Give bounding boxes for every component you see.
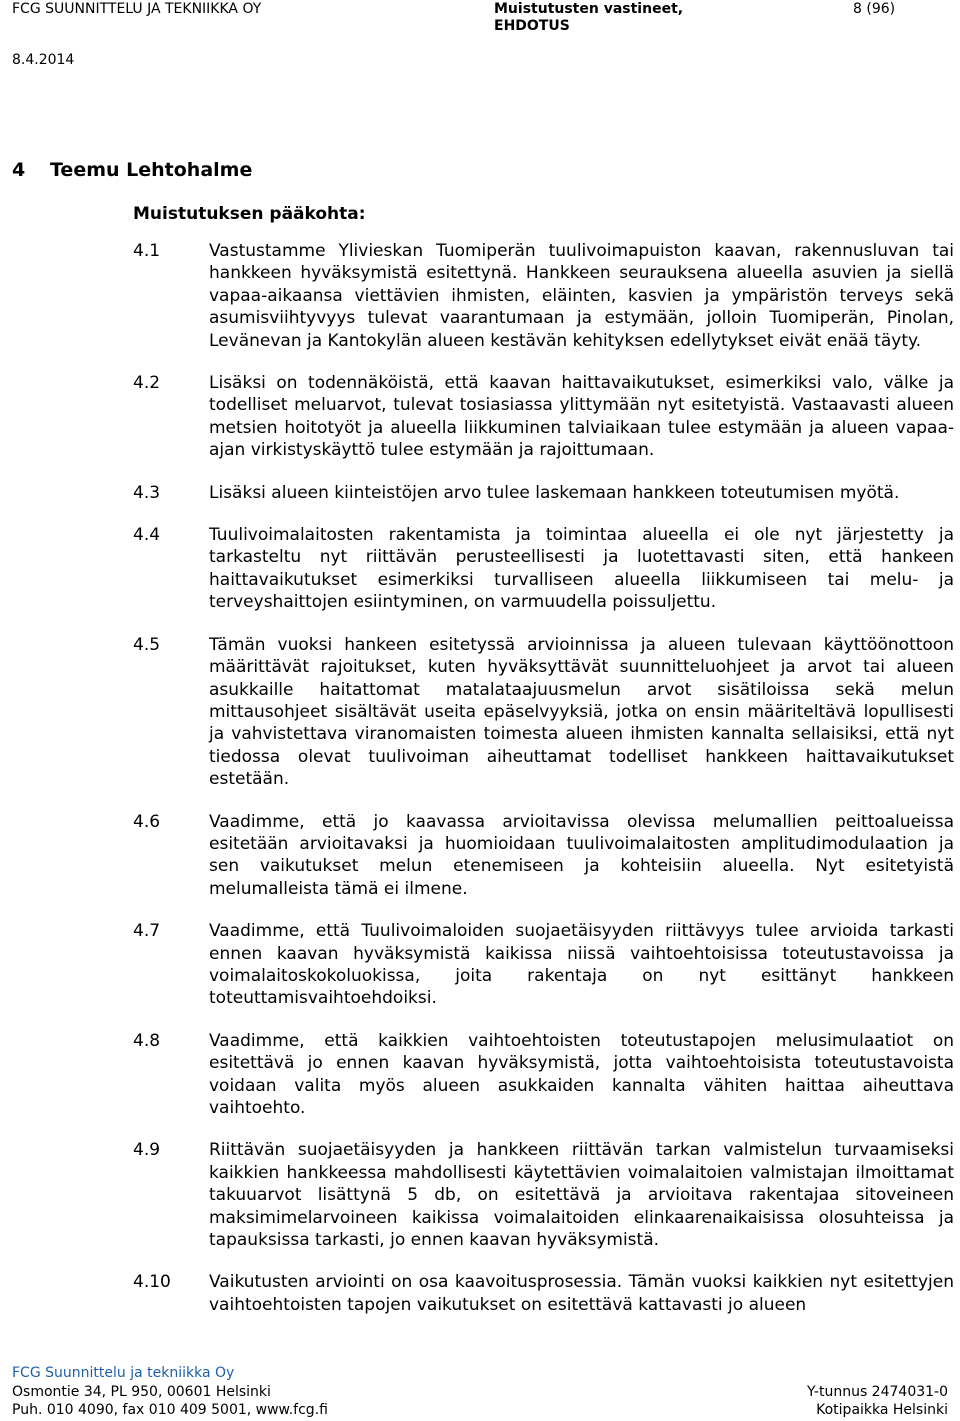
section-subtitle: Muistutuksen pääkohta: [133,204,366,224]
item-number: 4.9 [133,1140,161,1161]
footer-company: FCG Suunnittelu ja tekniikka Oy [12,1365,235,1381]
list-item [0,920,960,1010]
item-number: 4.5 [133,634,161,655]
item-text: Lisäksi on todennäköistä, että kaavan haittavaikutukset, esimerkiksi valo, välke ja todelliset meluarvot, tulevat tosiasiassa ylittymään nyt esitetyistä. Vastaavasti alueen metsien hoitotyöt ja alueella liikkuminen talviaikaan tulee estymään ja alueen vapaa-ajan virkistyskäyttö tulee estymään ja rajoittumaan. [209,373,954,461]
list-item [0,1271,960,1316]
list-item [0,1030,960,1120]
header-title [494,1,683,35]
footer-business-id: Y-tunnus 2474031-0 [807,1384,948,1400]
item-text: Vaikutusten arviointi on osa kaavoitusprosessia. Tämän vuoksi kaikkien nyt esitettyjen vaihtoehtoisten tapojen vaikutukset on esitettävä kattavasti jo alueen [209,1272,954,1315]
item-number: 4.1 [133,241,161,261]
footer-contact: Puh. 010 4090, fax 010 409 5001, www.fcg.fi [12,1402,328,1418]
section-title [12,159,252,181]
item-number: 4.3 [133,482,161,503]
list-item [0,634,960,791]
item-text: Tuulivoimalaitosten rakentamista ja toimintaa alueella ei ole nyt järjestetty ja tarkasteltu nyt riittävän perusteellisesti ja luotettavasti siten, että hankeen haittavaikutukset esimerkiksi turvalliseen alueella liikkumiseen tai melu- ja terveyshaittojen esiintyminen, on varmuudella poissuljettu. [209,525,954,613]
list-item [0,1139,960,1251]
section-number: 4 [12,159,26,181]
item-number: 4.4 [133,525,161,546]
list-item [0,811,960,901]
list-item [0,240,960,352]
footer-domicile: Kotipaikka Helsinki [816,1402,948,1418]
footer-address: Osmontie 34, PL 950, 00601 Helsinki [12,1384,271,1400]
item-text: Riittävän suojaetäisyyden ja hankkeen riittävän tarkan valmistelun turvaamiseksi kaikkien hankkeessa mahdollisesti käytettävien voimalaitoien valmistajan ilmoittamat takuuarvot lisättynä 5 db, on esitettävä ja arvioitava rakentajaa sitoveineen maksimimelarvoineen kaikissa voimalaitoiden elinkaarenaikaisissa olosuhteissa ja tapauksissa tarkasti, jo ennen kaavan hyväksymistä. [209,1140,954,1251]
item-number: 4.2 [133,373,161,394]
item-text: Tämän vuoksi hankeen esitetyssä arvioinnissa ja alueen tulevaan käyttöönottoon määrittävät rajoitukset, kuten hyväksyttävät suunnitteluohjeet ja arvot tai alueen asukkaille haitattomat matalataajuusmelun arvot sisätiloissa sekä melun mittausohjeet sisältävät useita epäselvyyksiä, jotka on ensin määriteltävä lopullisesti ja vahvistettava viranomaisten toimesta alueen ihmisten kannalta sellaisiksi, että nyt tiedossa olevat tuulivoiman aiheuttamat todelliset hankkeen haittavaikutukset estetään. [209,634,954,790]
list-item [0,524,960,614]
item-text: Vaadimme, että Tuulivoimaloiden suojaetäisyyden riittävyys tulee arvioida tarkasti ennen kaavan hyväksymistä kaikissa niissä vaihtoehtoisissa toteutustavoissa ja voimalaitoskokoluokissa, joita rakentaja on nyt esittänyt hankkeen toteuttamisvaihtoehdoiksi. [209,921,954,1009]
list-item [0,482,960,504]
item-number: 4.6 [133,811,161,832]
header-page-number: 8 (96) [853,1,896,17]
item-number: 4.8 [133,1030,161,1051]
item-text: Vaadimme, että jo kaavassa arvioitavissa olevissa melumallien peittoalueissa esitetään arvioitavaksi ja huomioidaan tuulivoimalaitosten amplitudimodulaation ja sen vaikutukset melun etenemiseen ja kohteisiin alueella. Nyt esitetyistä melumalleista tämä ei ilmene. [209,811,954,899]
list-item [0,372,960,462]
item-text: Vaadimme, että kaikkien vaihtoehtoisten toteutustapojen melusimulaatiot on esitettävä jo ennen kaavan hyväksymistä, jotta vaihtoehtoisista toteutustavoista voidaan valita myös alueen asukkaiden kannalta vähiten haittaa aiheuttava vaihtoehto. [209,1030,954,1118]
item-number: 4.7 [133,921,161,942]
section-name: Teemu Lehtohalme [50,159,253,181]
item-list [0,240,960,1336]
item-text: Vastustamme Ylivieskan Tuomiperän tuulivoimapuiston kaavan, rakennusluvan tai hankkeen hyväksymistä esitettynä. Hankkeen seurauksena alueella asuvien ja siellä vapaa-aikaansa viettävien ihmisten, eläinten, kasvien ja ympäristön terveys sekä asumisviihtyvyys tulevat vaarantumaan ja estymään, jolloin Tuomiperän, Pinolan, Levänevan ja Kantokylän alueen kestävän kehityksen edellytykset eivät enää täyty. [209,241,954,351]
item-number: 4.10 [133,1272,171,1293]
header-date: 8.4.2014 [12,52,75,68]
header-title-line1: Muistutusten vastineet, [494,1,684,17]
header-title-line2: EHDOTUS [494,18,570,34]
item-text: Lisäksi alueen kiinteistöjen arvo tulee laskemaan hankkeen toteutumisen myötä. [209,482,900,503]
header-company: FCG SUUNNITTELU JA TEKNIIKKA OY [12,1,262,17]
